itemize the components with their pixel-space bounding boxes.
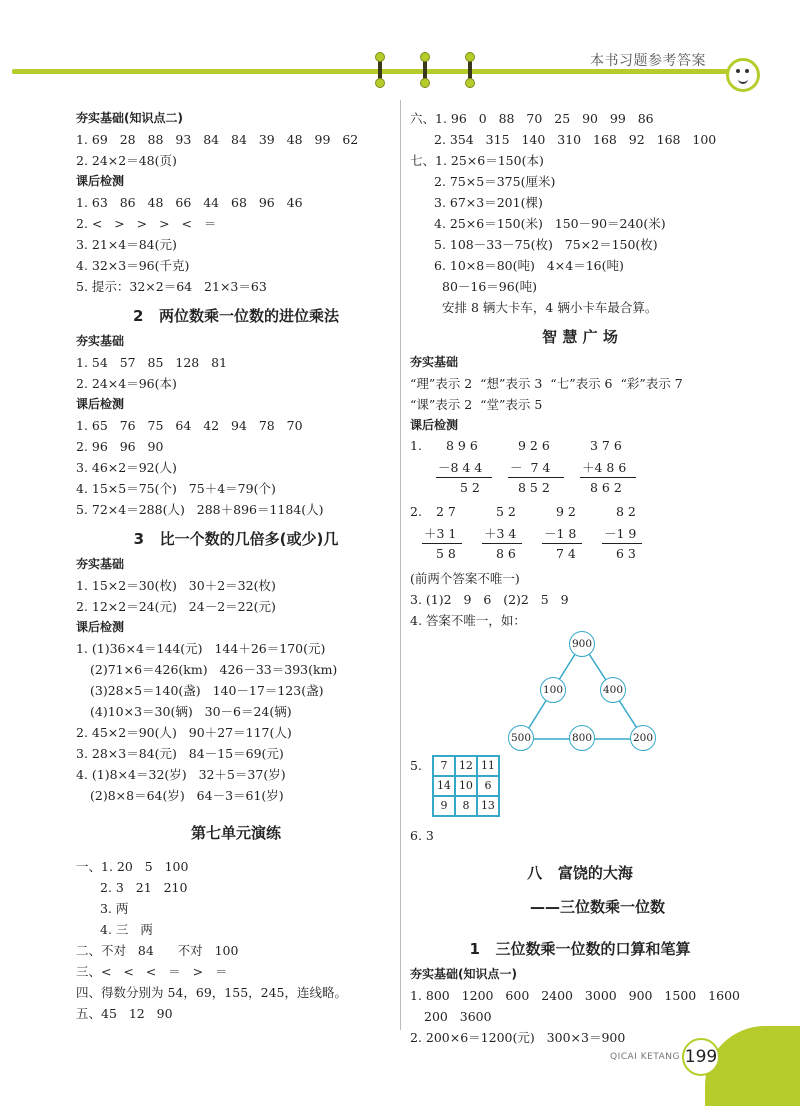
answer-line: 安排 8 辆大卡车，4 辆小卡车最合算。: [442, 300, 658, 315]
answer-line: 4. 三 两: [100, 922, 153, 937]
answer-line: 2. 96 96 90: [76, 439, 164, 454]
magic-cell: 11: [477, 756, 499, 776]
calc-operand: 9 2: [556, 504, 576, 519]
answer-line: 1. 15×2＝30(枚) 30＋2＝32(枚): [76, 578, 276, 593]
calc-operand: 9 2 6: [518, 438, 550, 453]
column-divider: [400, 100, 401, 1030]
binder-clip-icon: [465, 52, 475, 88]
answer-line: 一、1. 20 5 100: [76, 859, 189, 874]
triangle-node-bottom-right: 200: [630, 725, 656, 751]
calc-operand: 5 2: [496, 504, 516, 519]
calc-result: 8 6 2: [590, 480, 622, 495]
answer-line: 3. (1)2 9 6 (2)2 5 9: [410, 592, 569, 607]
binder-clip-icon: [420, 52, 430, 88]
calc-result: 8 5 2: [518, 480, 550, 495]
answer-line: 2. 75×5＝375(厘米): [434, 174, 556, 189]
answer-line: “课”表示 2 “堂”表示 5: [410, 397, 543, 412]
triangle-node-bottom-mid: 800: [569, 725, 595, 751]
triangle-diagram: [510, 631, 710, 749]
answer-line: (4)10×3＝30(辆) 30－6＝24(辆): [90, 704, 292, 719]
answer-line: 5. 提示：32×2＝64 21×3＝63: [76, 279, 267, 294]
answer-line: 七、1. 25×6＝150(本): [410, 153, 544, 168]
magic-cell: 14: [433, 776, 455, 796]
subheading: 课后检测: [410, 418, 459, 432]
answer-line: 6. 3: [410, 828, 434, 843]
answer-line: (2)71×6＝426(km) 426－33＝393(km): [90, 662, 338, 677]
answer-line: 4. 15×5＝75(个) 75＋4＝79(个): [76, 481, 276, 496]
subheading: 课后检测: [76, 620, 125, 634]
header-title: 本书习题参考答案: [590, 53, 706, 69]
answer-line: 2. 45×2＝90(人) 90＋27＝117(人): [76, 725, 292, 740]
answer-line: 五、45 12 90: [76, 1006, 173, 1021]
calc-operand: －1 8: [544, 526, 577, 541]
calc-operand: 8 2: [616, 504, 636, 519]
calc-result: 5 8: [436, 546, 456, 561]
calc-operand: ＋4 8 6: [582, 460, 627, 475]
question-number: 1.: [410, 438, 422, 453]
answer-line: 3. 两: [100, 901, 129, 916]
page-number: 199: [682, 1038, 720, 1076]
calc-operand: ＋3 4: [484, 526, 517, 541]
binder-clip-icon: [375, 52, 385, 88]
magic-cell: 12: [455, 756, 477, 776]
vertical-calculations-1: [410, 436, 750, 502]
magic-cell: 9: [433, 796, 455, 816]
answer-line: 1. (1)36×4＝144(元) 144＋26＝170(元): [76, 641, 326, 656]
magic-square: [432, 755, 500, 817]
answer-line: 3. 67×3＝201(棵): [434, 195, 543, 210]
calc-result: 7 4: [556, 546, 576, 561]
subheading: 夯实基础: [410, 355, 459, 369]
subheading: 夯实基础: [76, 557, 125, 571]
magic-cell: 10: [455, 776, 477, 796]
answer-line: 3. 21×4＝84(元): [76, 237, 177, 252]
calc-operand: －1 9: [604, 526, 637, 541]
calc-result: 5 2: [460, 480, 480, 495]
answer-line: (3)28×5＝140(盏) 140－17＝123(盏): [90, 683, 324, 698]
calc-underline: [542, 543, 582, 544]
answer-line: 六、1. 96 0 88 70 25 90 99 86: [410, 111, 654, 126]
triangle-node-right: 400: [600, 677, 626, 703]
answer-line: 1. 69 28 88 93 84 84 39 48 99 62: [76, 132, 359, 147]
unit-title: 八 富饶的大海: [527, 864, 633, 882]
answer-note: (前两个答案不唯一): [410, 571, 520, 586]
section-title: 3 比一个数的几倍多(或少)几: [133, 530, 339, 548]
magic-cell: 7: [433, 756, 455, 776]
calc-operand: － 7 4: [510, 460, 551, 475]
subheading: 夯实基础: [76, 334, 125, 348]
answer-line: 四、得数分别为 54，69，155，245，连线略。: [76, 985, 348, 1000]
mascot-icon: [726, 58, 760, 92]
section-title: 1 三位数乘一位数的口算和笔算: [469, 940, 691, 958]
calc-operand: ＋3 1: [424, 526, 457, 541]
answer-line: 三、< < < ＝ > ＝: [76, 964, 228, 979]
answer-line: 80－16＝96(吨): [442, 279, 537, 294]
triangle-node-bottom-left: 500: [508, 725, 534, 751]
answer-line: 二、不对 84 不对 100: [76, 943, 239, 958]
answer-line: 5. 108－33－75(枚) 75×2＝150(枚): [434, 237, 658, 252]
calc-operand: 3 7 6: [590, 438, 622, 453]
calc-operand: －8 4 4: [438, 460, 483, 475]
answer-line: 2. < > > > < ＝: [76, 216, 217, 231]
calc-underline: [436, 477, 492, 478]
answer-line: 2. 200×6＝1200(元) 300×3＝900: [410, 1030, 626, 1045]
answer-line: 2. 24×4＝96(本): [76, 376, 177, 391]
answer-line: 1. 800 1200 600 2400 3000 900 1500 1600: [410, 988, 740, 1003]
magic-cell: 13: [477, 796, 499, 816]
triangle-node-top: 900: [569, 631, 595, 657]
magic-square-row: [410, 755, 750, 817]
answer-line: 1. 54 57 85 128 81: [76, 355, 228, 370]
triangle-node-left: 100: [540, 677, 566, 703]
answer-line: 4. 答案不唯一，如：: [410, 613, 526, 628]
answer-line: 4. (1)8×4＝32(岁) 32＋5＝37(岁): [76, 767, 286, 782]
magic-cell: 6: [477, 776, 499, 796]
answer-line: 2. 3 21 210: [100, 880, 188, 895]
question-number: 5.: [410, 758, 422, 773]
answer-line: 3. 28×3＝84(元) 84－15＝69(元): [76, 746, 284, 761]
answer-line: “理”表示 2 “想”表示 3 “七”表示 6 “彩”表示 7: [410, 376, 683, 391]
answer-line: 3. 46×2＝92(人): [76, 460, 177, 475]
answer-line: 6. 10×8＝80(吨) 4×4＝16(吨): [434, 258, 624, 273]
unit-subtitle: ——三位数乘一位数: [530, 898, 666, 916]
subheading: 课后检测: [76, 397, 125, 411]
answer-line: 4. 25×6＝150(米) 150－90＝240(米): [434, 216, 666, 231]
subheading: 夯实基础(知识点一): [410, 967, 517, 981]
section-title: 智 慧 广 场: [542, 328, 618, 346]
answer-line: 1. 65 76 75 64 42 94 78 70: [76, 418, 303, 433]
answer-line: 5. 72×4＝288(人) 288＋896＝1184(人): [76, 502, 324, 517]
calc-underline: [602, 543, 642, 544]
calc-result: 8 6: [496, 546, 516, 561]
calc-result: 6 3: [616, 546, 636, 561]
question-number: 2.: [410, 504, 422, 519]
answer-line: 2. 354 315 140 310 168 92 168 100: [434, 132, 717, 147]
answer-line: 2. 12×2＝24(元) 24－2＝22(元): [76, 599, 276, 614]
calc-operand: 8 9 6: [446, 438, 478, 453]
calc-operand: 2 7: [436, 504, 456, 519]
calc-underline: [422, 543, 462, 544]
answer-line: 200 3600: [424, 1009, 492, 1024]
calc-underline: [508, 477, 564, 478]
answer-line: 4. 32×3＝96(千克): [76, 258, 190, 273]
calc-underline: [580, 477, 636, 478]
answer-line: (2)8×8＝64(岁) 64－3＝61(岁): [90, 788, 284, 803]
magic-cell: 8: [455, 796, 477, 816]
subheading: 课后检测: [76, 174, 125, 188]
subheading: 夯实基础(知识点二): [76, 111, 183, 125]
vertical-calculations-2: [410, 502, 750, 568]
answer-line: 1. 63 86 48 66 44 68 96 46: [76, 195, 303, 210]
section-title: 2 两位数乘一位数的进位乘法: [132, 307, 340, 325]
section-title: 第七单元演练: [190, 824, 281, 842]
left-column: [76, 108, 396, 1024]
right-column: [410, 108, 750, 1048]
footer-brand: QICAI KETANG: [610, 1052, 680, 1062]
answer-line: 2. 24×2＝48(页): [76, 153, 177, 168]
calc-underline: [482, 543, 522, 544]
